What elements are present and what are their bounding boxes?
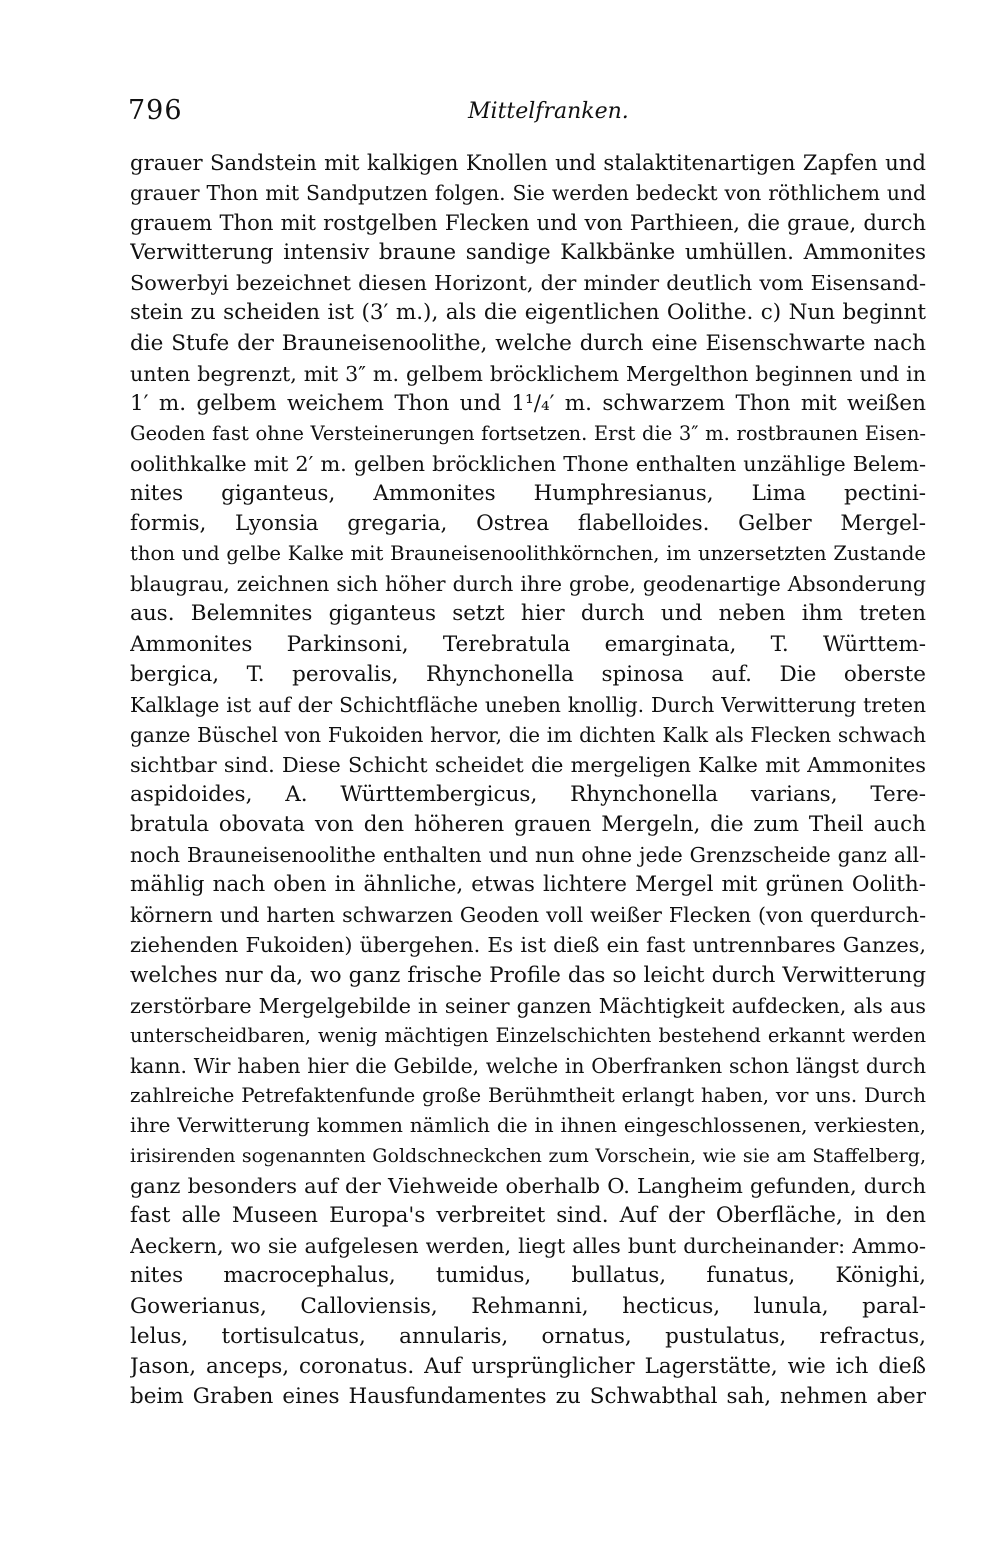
text-line: grauer Thon mit Sandputzen folgen. Sie werden bedeckt von röthlichem und xyxy=(130,181,926,206)
page-number: 796 xyxy=(128,95,183,126)
text-line: kann. Wir haben hier die Gebilde, welche in Oberfranken schon längst durch xyxy=(130,1053,926,1078)
text-line: körnern und harten schwarzen Geoden voll weißer Flecken (von querdurch- xyxy=(130,903,926,928)
body-text xyxy=(130,148,926,1412)
text-line: aus. Belemnites giganteus setzt hier durch und neben ihm treten xyxy=(130,601,926,627)
text-line: aspidoides, A. Württembergicus, Rhynchonella varians, Tere- xyxy=(130,781,926,807)
text-line: bergica, T. perovalis, Rhynchonella spinosa auf. Die oberste xyxy=(130,661,926,687)
text-line: Jason, anceps, coronatus. Auf ursprünglicher Lagerstätte, wie ich dieß xyxy=(130,1353,926,1379)
text-line: irisirenden sogenannten Goldschneckchen zum Vorschein, wie sie am Staffelberg, xyxy=(130,1145,926,1168)
text-line: sichtbar sind. Diese Schicht scheidet die mergeligen Kalke mit Ammonites xyxy=(130,752,926,777)
text-line: mählig nach oben in ähnliche, etwas lichtere Mergel mit grünen Oolith- xyxy=(130,872,926,898)
text-line: zerstörbare Mergelgebilde in seiner ganzen Mächtigkeit aufdecken, als aus xyxy=(130,993,926,1018)
text-line: oolithkalke mit 2′ m. gelben bröcklichen Thone enthalten unzählige Belem- xyxy=(130,451,926,476)
running-title: Mittelfranken. xyxy=(468,99,629,124)
text-line: ihre Verwitterung kommen nämlich die in ihnen eingeschlossenen, verkiesten, xyxy=(130,1114,926,1137)
text-line: 1′ m. gelbem weichem Thon und 1¹/₄′ m. schwarzem Thon mit weißen xyxy=(130,390,926,416)
text-line: ganze Büschel von Fukoiden hervor, die im dichten Kalk als Flecken schwach xyxy=(130,722,926,747)
text-line: noch Brauneisenoolithe enthalten und nun ohne jede Grenzscheide ganz all- xyxy=(130,843,926,868)
text-line: welches nur da, wo ganz frische Profile das so leicht durch Verwitterung xyxy=(130,962,926,988)
text-line: nites macrocephalus, tumidus, bullatus, funatus, Könighi, xyxy=(130,1263,926,1289)
text-line: grauem Thon mit rostgelben Flecken und von Parthieen, die graue, durch xyxy=(130,210,926,236)
text-line: lelus, tortisulcatus, annularis, ornatus, pustulatus, refractus, xyxy=(130,1323,926,1349)
text-line: unterscheidbaren, wenig mächtigen Einzelschichten bestehend erkannt werden xyxy=(130,1023,926,1047)
text-line: bratula obovata von den höheren grauen Mergeln, die zum Theil auch xyxy=(130,812,926,838)
text-line: unten begrenzt, mit 3″ m. gelbem bröcklichem Mergelthon beginnen und in xyxy=(130,361,926,386)
text-line: Aeckern, wo sie aufgelesen werden, liegt alles bunt durcheinander: Ammo- xyxy=(130,1234,926,1259)
text-line: Kalklage ist auf der Schichtfläche uneben knollig. Durch Verwitterung treten xyxy=(130,692,926,717)
text-line: nites giganteus, Ammonites Humphresianus, Lima pectini- xyxy=(130,481,926,507)
text-line: Ammonites Parkinsoni, Terebratula emarginata, T. Württem- xyxy=(130,631,926,657)
text-line: grauer Sandstein mit kalkigen Knollen und stalaktitenartigen Zapfen und xyxy=(130,150,926,175)
text-line: Gowerianus, Calloviensis, Rehmanni, hecticus, lunula, paral- xyxy=(130,1293,926,1319)
text-line: fast alle Museen Europa's verbreitet sind. Auf der Oberfläche, in den xyxy=(130,1203,926,1229)
text-line: ganz besonders auf der Viehweide oberhalb O. Langheim gefunden, durch xyxy=(130,1174,926,1199)
page-header xyxy=(128,95,928,135)
text-line: formis, Lyonsia gregaria, Ostrea flabelloides. Gelber Mergel- xyxy=(130,511,926,537)
text-line: stein zu scheiden ist (3′ m.), als die eigentlichen Oolithe. c) Nun beginnt xyxy=(130,300,926,326)
text-line: beim Graben eines Hausfundamentes zu Schwabthal sah, nehmen aber xyxy=(130,1383,926,1409)
text-line: Sowerbyi bezeichnet diesen Horizont, der minder deutlich vom Eisensand- xyxy=(130,271,926,296)
text-line: blaugrau, zeichnen sich höher durch ihre grobe, geodenartige Absonderung xyxy=(130,572,926,597)
text-line: Geoden fast ohne Versteinerungen fortsetzen. Erst die 3″ m. rostbraunen Eisen- xyxy=(130,421,926,445)
text-line: zahlreiche Petrefaktenfunde große Berühmtheit erlangt haben, vor uns. Durch xyxy=(130,1083,926,1107)
text-line: ziehenden Fukoiden) übergehen. Es ist dieß ein fast untrennbares Ganzes, xyxy=(130,933,926,958)
text-line: Verwitterung intensiv braune sandige Kalkbänke umhüllen. Ammonites xyxy=(130,240,926,266)
text-line: thon und gelbe Kalke mit Brauneisenoolithkörnchen, im unzersetzten Zustande xyxy=(130,542,926,566)
text-line: die Stufe der Brauneisenoolithe, welche durch eine Eisenschwarte nach xyxy=(130,330,926,356)
